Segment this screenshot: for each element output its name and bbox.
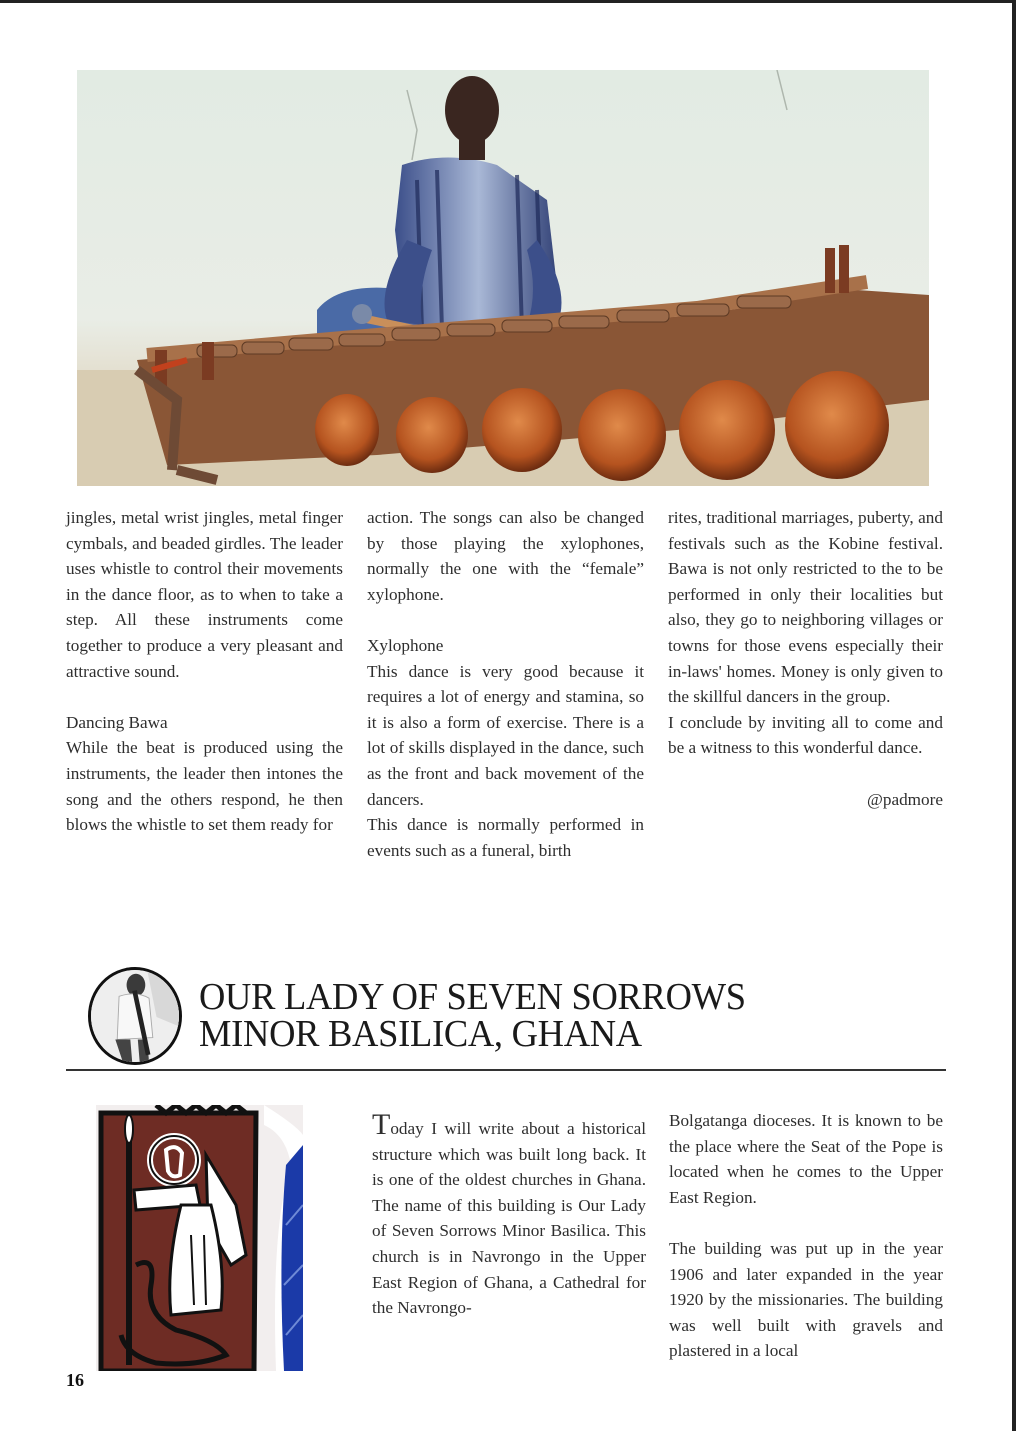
article-column-1: [66, 505, 343, 838]
paragraph: action. The songs can also be changed by those playing the xylophones, normally the one with the “female” xylophone.: [367, 508, 644, 604]
paragraph: I conclude by inviting all to come and be a witness to this wonderful dance.: [668, 712, 943, 758]
author-avatar: [88, 967, 182, 1065]
subheading-dancing-bawa: Dancing Bawa: [66, 712, 168, 732]
subheading-xylophone: Xylophone: [367, 635, 444, 655]
paragraph-text: oday I will write about a historical structure which was built long back. It is one of the oldest churches in Ghana. The name of this building is Our Lady of Seven Sorrows Minor Basilica. This church is in Navrongo in the Upper East Region of Ghana, a Cathedral for the Navrongo-: [372, 1119, 646, 1318]
basilica-column-1: [372, 1108, 646, 1321]
angel-mural-photo: [96, 1105, 303, 1371]
section-title: [199, 976, 746, 1055]
section-divider: [66, 1069, 946, 1071]
page-top-border: [0, 0, 1016, 3]
paragraph: [372, 1108, 646, 1321]
paragraph: jingles, metal wrist jingles, metal finger cymbals, and beaded girdles. The leader uses whistle to control their movements in the dance floor, as to when to take a step. All these instruments come together to produce a very pleasant and attractive sound.: [66, 508, 343, 681]
page-number: 16: [66, 1370, 84, 1390]
avatar-illustration: [91, 970, 179, 1062]
article-column-2: [367, 505, 644, 863]
paragraph: This dance is very good because it requires a lot of energy and stamina, so it is also a form of exercise. There is a lot of skills displayed in the dance, such as the front and back movement of the dancers.: [367, 661, 644, 809]
drop-cap: T: [372, 1108, 391, 1141]
paragraph: rites, traditional marriages, puberty, and festivals such as the Kobine festival. Bawa is not only restricted to the to be performed in only their localities but also, they go to neighboring villages or towns for those evens especially their in-laws' homes. Money is only given to the skillful dancers in the group.: [668, 508, 943, 707]
author-byline: @padmore: [867, 789, 943, 809]
section-title-line-1: OUR LADY OF SEVEN SORROWS: [199, 976, 746, 1018]
page-right-border: [1012, 0, 1016, 1431]
section-title-line-2: MINOR BASILICA, GHANA: [199, 1013, 642, 1055]
paragraph: The building was put up in the year 1906 and later expanded in the year 1920 by the missionaries. The building was well built with gravels and plastered in a local: [669, 1238, 943, 1361]
paragraph: Bolgatanga dioceses. It is known to be the place where the Seat of the Pope is located when he comes to the Upper East Region.: [669, 1111, 943, 1207]
section-header: [66, 965, 946, 1073]
basilica-column-2: [669, 1108, 943, 1364]
xylophone-photo-illustration: [77, 70, 929, 486]
angel-mural-illustration: [96, 1105, 303, 1371]
paragraph: This dance is normally performed in events such as a funeral, birth: [367, 815, 644, 860]
xylophone-player-photo: [77, 70, 929, 486]
article-column-3: [668, 505, 943, 812]
paragraph: While the beat is produced using the instruments, the leader then intones the song and the others respond, he then blows the whistle to set them ready for: [66, 738, 343, 835]
